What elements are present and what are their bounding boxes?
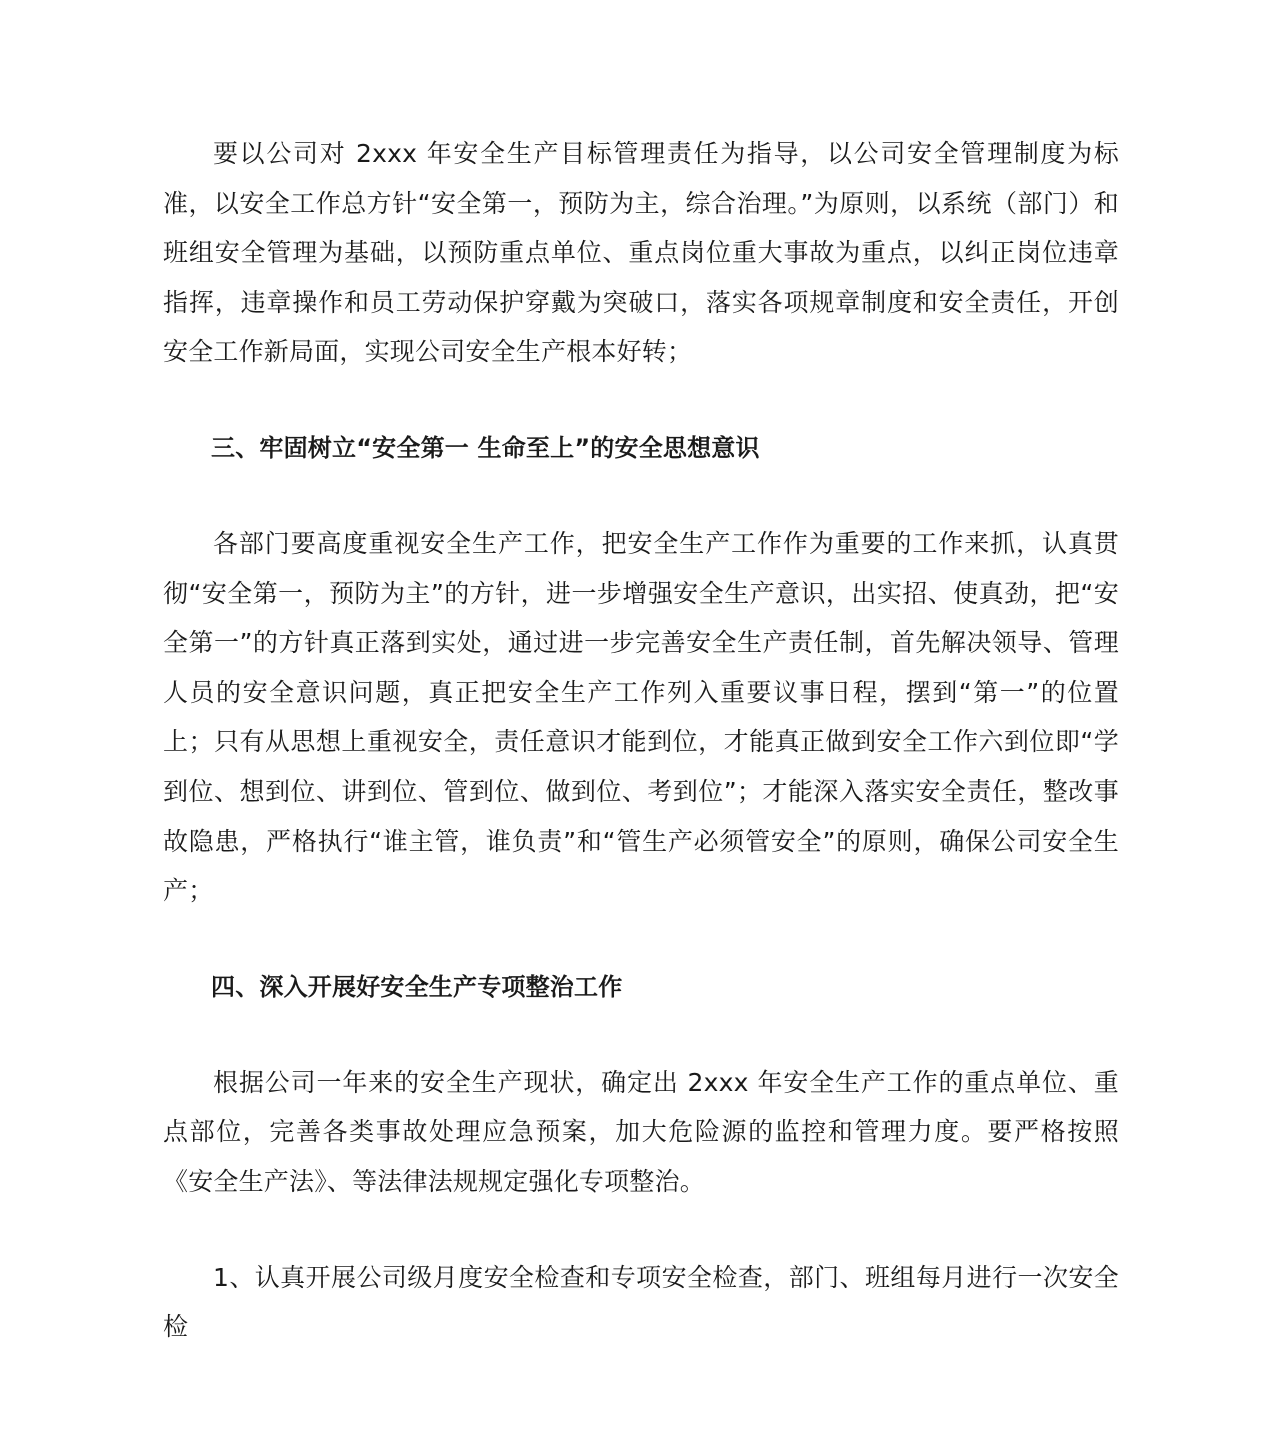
document-page	[163, 129, 1119, 1352]
section-heading: 三、牢固树立“安全第一 生命至上”的安全思想意识	[211, 433, 760, 462]
body-paragraph: 各部门要高度重视安全生产工作，把安全生产工作作为重要的工作来抓，认真贯彻“安全第一，预防为主”的方针，进一步增强安全生产意识，出实招、使真劲，把“安全第一”的方针真正落到实处，通过进一步完善安全生产责任制，首先解决领导、管理人员的安全意识问题，真正把安全生产工作列入重要议事日程，摆到“第一”的位置上；只有从思想上重视安全，责任意识才能到位，才能真正做到安全工作六到位即“学到位、想到位、讲到位、管到位、做到位、考到位”；才能深入落实安全责任，整改事故隐患，严格执行“谁主管，谁负责”和“管生产必须管安全”的原则，确保公司安全生产；	[163, 528, 1119, 906]
body-paragraph: 1、认真开展公司级月度安全检查和专项安全检查，部门、班组每月进行一次安全检	[163, 1262, 1119, 1342]
body-paragraph: 要以公司对 2xxx 年安全生产目标管理责任为指导，以公司安全管理制度为标准，以安全工作总方针“安全第一，预防为主，综合治理。”为原则，以系统（部门）和班组安全管理为基础，以预防重点单位、重点岗位重大事故为重点，以纠正岗位违章指挥，违章操作和员工劳动保护穿戴为突破口，落实各项规章制度和安全责任，开创安全工作新局面，实现公司安全生产根本好转；	[163, 139, 1119, 367]
body-paragraph: 根据公司一年来的安全生产现状，确定出 2xxx 年安全生产工作的重点单位、重点部位，完善各类事故处理应急预案，加大危险源的监控和管理力度。要严格按照《安全生产法》、等法律法规规定强化专项整治。	[163, 1067, 1119, 1196]
section-heading: 四、深入开展好安全生产专项整治工作	[211, 972, 623, 1001]
